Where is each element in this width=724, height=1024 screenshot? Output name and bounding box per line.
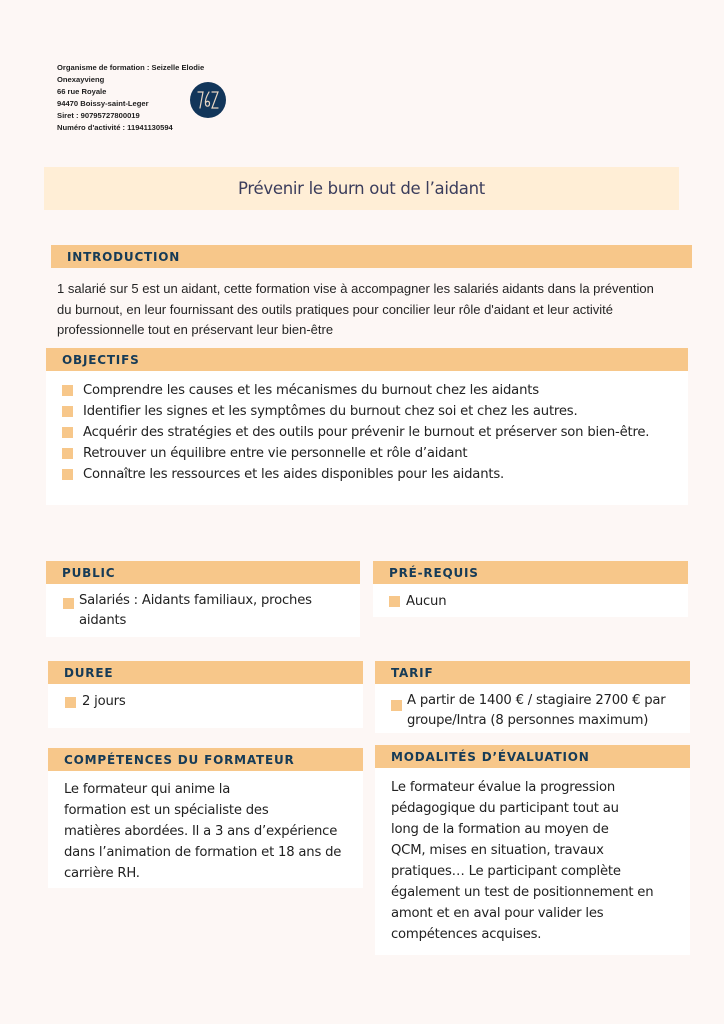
section-heading-text: COMPÉTENCES DU FORMATEUR — [64, 752, 295, 767]
introduction-text — [57, 279, 697, 341]
public-text: Salariés : Aidants familiaux, proches aidants — [60, 591, 355, 631]
modalites-heading — [375, 745, 690, 768]
org-line: Numéro d'activité : 11941130594 — [57, 123, 173, 132]
org-line: 94470 Boissy-saint-Leger — [57, 99, 149, 108]
list-item: Connaître les ressources et les aides disponibles pour les aidants. — [60, 464, 685, 485]
objectifs-heading — [46, 348, 688, 371]
section-heading-text: TARIF — [391, 665, 434, 680]
prerequis-text: Aucun — [387, 593, 682, 611]
org-line: Organisme de formation : Seizelle Elodie — [57, 63, 205, 72]
list-item: Retrouver un équilibre entre vie personnelle et rôle d’aidant — [60, 443, 685, 464]
bullet-square-icon — [391, 700, 402, 711]
page-title: Prévenir le burn out de l’aidant — [238, 179, 485, 198]
intro-line: professionnelle tout en préservant leur bien-être — [57, 322, 334, 337]
section-heading-text: OBJECTIFS — [62, 352, 140, 367]
bullet-square-icon — [65, 697, 76, 708]
organization-info — [57, 62, 204, 134]
modalites-text: Le formateur évalue la progression pédagogique du participant tout au long de la formation au moyen de QCM, mises en situation, travaux pratiques… Le participant complète également un test de positionnement en amont et en aval pour valider les compétences acquises. — [391, 780, 654, 942]
org-line: Onexayvieng — [57, 75, 105, 84]
title-band — [44, 167, 679, 210]
competences-text: Le formateur qui anime la formation est un spécialiste des matières abordées. Il a 3 ans d’expérience dans l’animation de formation et 18 ans de carrière RH. — [64, 782, 342, 881]
bullet-square-icon — [62, 385, 73, 396]
bullet-square-icon — [62, 406, 73, 417]
tarif-heading — [375, 661, 690, 684]
section-heading-text: MODALITÉS D’ÉVALUATION — [391, 749, 590, 764]
bullet-square-icon — [62, 427, 73, 438]
intro-line: 1 salarié sur 5 est un aidant, cette formation vise à accompagner les salariés aidants dans la prévention — [57, 281, 654, 296]
bullet-square-icon — [389, 596, 400, 607]
org-line: Siret : 90795727800019 — [57, 111, 140, 120]
org-line: 66 rue Royale — [57, 87, 107, 96]
objectifs-list — [60, 380, 685, 485]
list-item: Comprendre les causes et les mécanismes du burnout chez les aidants — [60, 380, 685, 401]
section-heading-text: DUREE — [64, 665, 114, 680]
list-item: Acquérir des stratégies et des outils pour prévenir le burnout et préserver son bien-être. — [60, 422, 685, 443]
tarif-text: A partir de 1400 € / stagiaire 2700 € par groupe/Intra (8 personnes maximum) — [389, 691, 689, 731]
prerequis-heading — [373, 561, 688, 584]
bullet-square-icon — [63, 598, 74, 609]
introduction-heading — [51, 245, 692, 268]
public-heading — [46, 561, 360, 584]
section-heading-text: PUBLIC — [62, 565, 116, 580]
bullet-square-icon — [62, 469, 73, 480]
list-item: Identifier les signes et les symptômes du burnout chez soi et chez les autres. — [60, 401, 685, 422]
duree-heading — [48, 661, 363, 684]
duree-text: 2 jours — [63, 693, 358, 711]
logo-icon — [190, 82, 226, 118]
competences-heading — [48, 748, 363, 771]
intro-line: du burnout, en leur fournissant des outils pratiques pour concilier leur rôle d'aidant et leur activité — [57, 301, 614, 317]
section-heading-text: PRÉ-REQUIS — [389, 565, 479, 580]
section-heading-text: INTRODUCTION — [67, 249, 181, 264]
bullet-square-icon — [62, 448, 73, 459]
